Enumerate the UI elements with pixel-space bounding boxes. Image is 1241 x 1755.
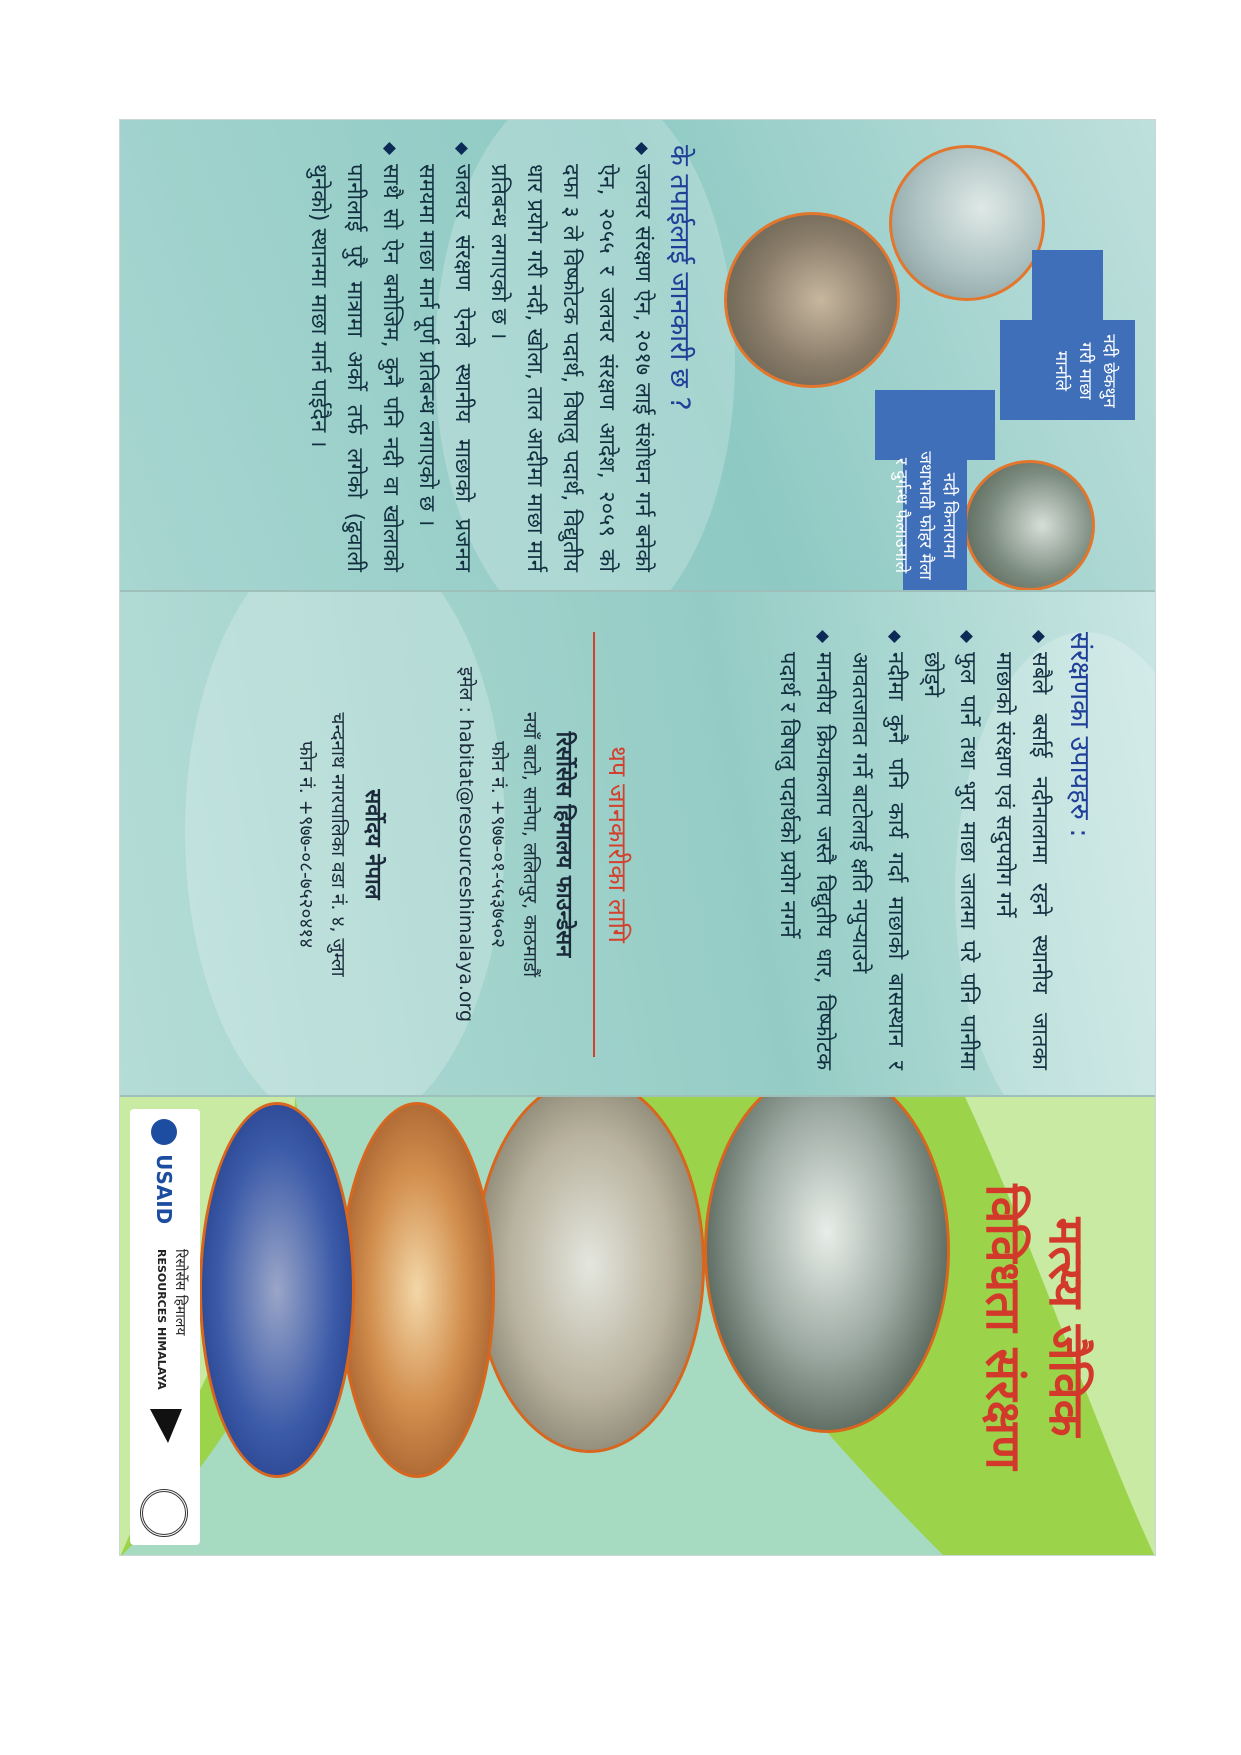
conservation-item: ◆ मानवीय क्रियाकलाप जस्तै विद्युतीय धार, विष्फोटक पदार्थ र विषालु पदार्थको प्रयोग नगर्ने: [769, 630, 841, 1070]
usaid-logo: [150, 1119, 180, 1224]
org-address: चन्दनाथ नगरपालिका वडा नं. ४, जुम्ला: [327, 712, 349, 977]
bird-logo-icon: [150, 1409, 182, 1443]
rh-logo-text-nepali: रिसोर्सेस हिमालय: [172, 1249, 188, 1336]
org-name: सर्वोदय नेपाल: [360, 789, 385, 900]
org-address: नयाँ बाटो, सानेपा, ललितपुर, काठमाडौं: [519, 711, 541, 978]
middle-panel: [120, 590, 1155, 1097]
polluted-riverbank-photo: [724, 212, 900, 388]
conservation-heading: संरक्षणका उपायहरु :: [1064, 632, 1095, 838]
left-panel: [120, 120, 1155, 590]
rh-logo-text-english: RESOURCES HIMALAYA: [155, 1249, 168, 1390]
more-info-divider: [593, 632, 595, 1057]
snow-trout-photo: [199, 1102, 355, 1478]
org-phone: फोन नं. +९७७-०१-५५३७५०२: [487, 741, 509, 948]
did-you-know-item: ◆ जलचर संरक्षण ऐनले स्थानीय माछाको प्रजनन समयमा माछा मार्न पूर्ण प्रतिबन्ध लगाएको छ ।: [408, 142, 480, 572]
sarvodaya-seal-icon: [140, 1489, 188, 1537]
conservation-item: ◆ फुल पार्ने तथा भुरा माछा जालमा परे पनि पानीमा छोड्ने: [913, 630, 985, 1070]
conservation-item: ◆ नदीमा कुनै पनि कार्य गर्दा माछाको बासस्थान र आवतजावत गर्ने बाटोलाई क्षति नपुऱ्याउने: [841, 630, 913, 1070]
brochure-scan: [120, 120, 1155, 1555]
arrow-up-label: नदी छेकथुन गरी माछा मार्नाले: [1051, 334, 1119, 408]
cover-title-line2: विविधता संरक्षण: [975, 1184, 1031, 1470]
org-email: इमेल : habitat@resourceshimalaya.org: [455, 666, 477, 1023]
did-you-know-item: ◆ साथै सो ऐन बमोजिम, कुनै पनि नदी वा खोलाको पानीलाई पुरै मात्रामा अर्को तर्फ लगेको (ढुवाली थुनेको) स्थानमा माछा मार्न पाईदैन ।: [300, 142, 408, 572]
golden-mahseer-photo: [339, 1102, 495, 1478]
cover-title-line1: मत्स्य जैविक: [1038, 1217, 1094, 1437]
did-you-know-item: ◆ जलचर संरक्षण ऐन, २०१७ लाई संशोधन गर्न बनेको ऐन, २०५५ र जलचर संरक्षण आदेश, २०५९ को दफा ३ ले विष्फोटक पदार्थ, विषालु पदार्थ, विद्युतीय धार प्रयोग गरी नदी, खोला, ताल आदीमा माछा मार्न प्रतिबन्ध लगाएको छ ।: [480, 142, 660, 572]
logo-strip: [130, 1109, 200, 1545]
more-info-heading: थप जानकारीका लागि: [603, 746, 632, 943]
usaid-wordmark: USAID: [152, 1154, 177, 1225]
did-you-know-heading: के तपाईलाई जानकारी छ ?: [664, 145, 695, 411]
org-sarvodaya-nepal: [290, 592, 390, 1097]
org-name: रिर्सोसेस हिमालय फाउन्डेसन: [551, 731, 576, 958]
org-phone: फोन नं. +९७७-०८-७५२०४१४: [295, 741, 317, 948]
conservation-item: ◆ सबैले बर्साई नदीनालामा रहने स्थानीय जातका माछाको संरक्षण एवं सदुपयोग गर्ने: [985, 630, 1057, 1070]
usaid-seal-icon: [152, 1119, 178, 1145]
arrow-down-label: नदी किनारामा जथाभावी फोहर मैला र दुर्गन्ध फैलाउनाले: [891, 451, 959, 580]
did-you-know-list: [300, 142, 660, 572]
org-resources-himalaya: [450, 592, 580, 1097]
cover-panel: [120, 1095, 1155, 1555]
conservation-list: [769, 630, 1057, 1070]
